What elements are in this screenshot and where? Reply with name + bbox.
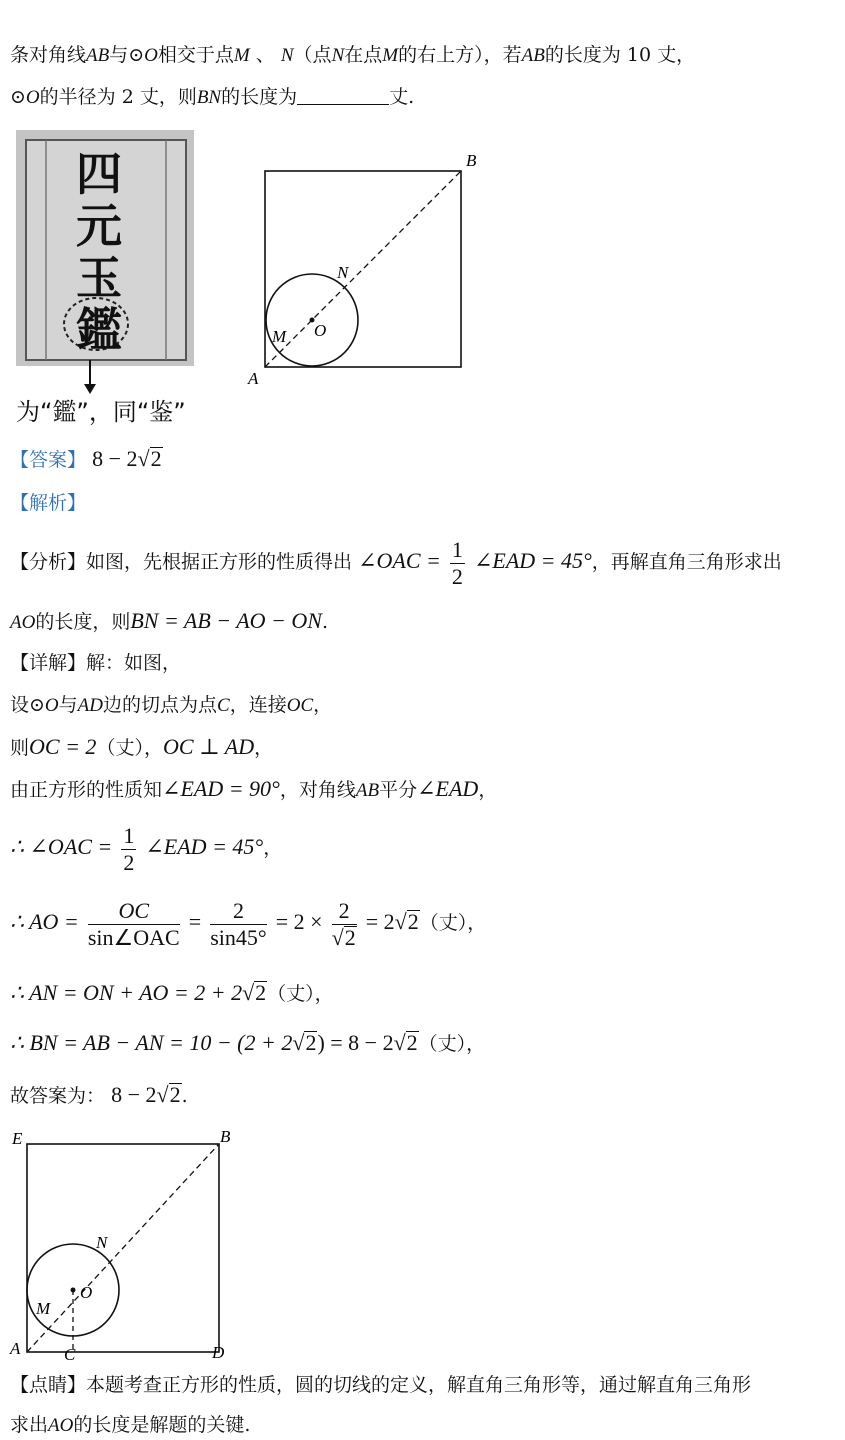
- label-a-2: A: [10, 1339, 21, 1358]
- label-d-2: D: [212, 1343, 225, 1362]
- label-e-2: E: [12, 1129, 23, 1148]
- label-n-1: N: [337, 263, 349, 282]
- label-b-1: B: [466, 151, 477, 170]
- detail-line-7: ∴ BN = AB − AN = 10 − (2 + 2√2) = 8 − 2√2（丈），: [10, 1030, 486, 1055]
- photo-caption: 为“鑑”，同“鉴”: [16, 398, 186, 426]
- label-m-1: M: [272, 327, 287, 346]
- analysis-tag: 【解析】: [10, 492, 87, 514]
- answer-line: 【答案】 8 − 2√2: [10, 446, 162, 471]
- label-b-2: B: [220, 1127, 231, 1146]
- problem-line-1: 条对角线AB与⊙O相交于点M 、 N（点N在点M的右上方），若AB的长度为 10 丈，: [10, 44, 696, 66]
- detail-line-4: ∴ ∠OAC = $\frac{1}{2}$ ∠EAD = 45°，: [10, 822, 283, 875]
- comment-line-1: 【点睛】本题考查正方形的性质，圆的切线的定义，解直角三角形等，通过解直角三角形: [10, 1374, 752, 1396]
- answer-tag: 【答案】: [10, 449, 87, 471]
- photo-char-2: 元: [76, 199, 122, 253]
- problem-line-2: ⊙O的半径为 2 丈，则BN的长度为 丈.: [10, 86, 415, 108]
- label-n-2: N: [96, 1233, 108, 1252]
- label-c-2: C: [64, 1345, 76, 1362]
- detail-line-3: 由正方形的性质知∠EAD = 90°，对角线AB平分∠EAD，: [10, 776, 498, 801]
- down-arrow-icon: [80, 360, 100, 396]
- detail-line-2: 则OC = 2（丈），OC ⊥ AD，: [10, 734, 274, 759]
- detail-tag-line: 【详解】解：如图，: [10, 652, 182, 674]
- figure-2: [0, 1122, 250, 1362]
- diagonal-ab-1: [265, 170, 462, 367]
- figure-1: [240, 150, 490, 390]
- label-o-1: O: [314, 321, 327, 340]
- label-o-2: O: [80, 1283, 93, 1302]
- photo-char-1: 四: [76, 147, 122, 201]
- detail-line-8: 故答案为： 8 − 2√2.: [10, 1082, 188, 1107]
- label-a-1: A: [248, 369, 259, 388]
- detail-line-1: 设⊙O与AD边的切点为点C，连接OC，: [10, 694, 333, 716]
- analysis-line-1: 【分析】如图，先根据正方形的性质得出 ∠OAC = $\frac{1}{2}$ ∠EAD = 45°，再解直角三角形求出: [10, 536, 782, 589]
- book-cover-photo: [16, 130, 194, 366]
- detail-line-6: ∴ AN = ON + AO = 2 + 2√2（丈），: [10, 980, 334, 1005]
- label-m-2: M: [36, 1299, 51, 1318]
- photo-char-4: 鑑: [76, 303, 122, 357]
- detail-line-5: ∴ AO = $\frac{OC}{\text{sin∠OAC}}$ = $\frac{2}{\sin 45^\circ}$ = 2 × $\frac{2}{√2}$ = 2√2（丈），: [10, 897, 487, 950]
- answer-blank: [297, 84, 389, 105]
- center-point-2: [71, 1288, 76, 1293]
- analysis-line-2: AO的长度，则BN = AB − AO − ON.: [10, 608, 329, 633]
- photo-char-3: 玉: [76, 251, 122, 305]
- comment-line-2: 求出AO的长度是解题的关键.: [10, 1414, 251, 1436]
